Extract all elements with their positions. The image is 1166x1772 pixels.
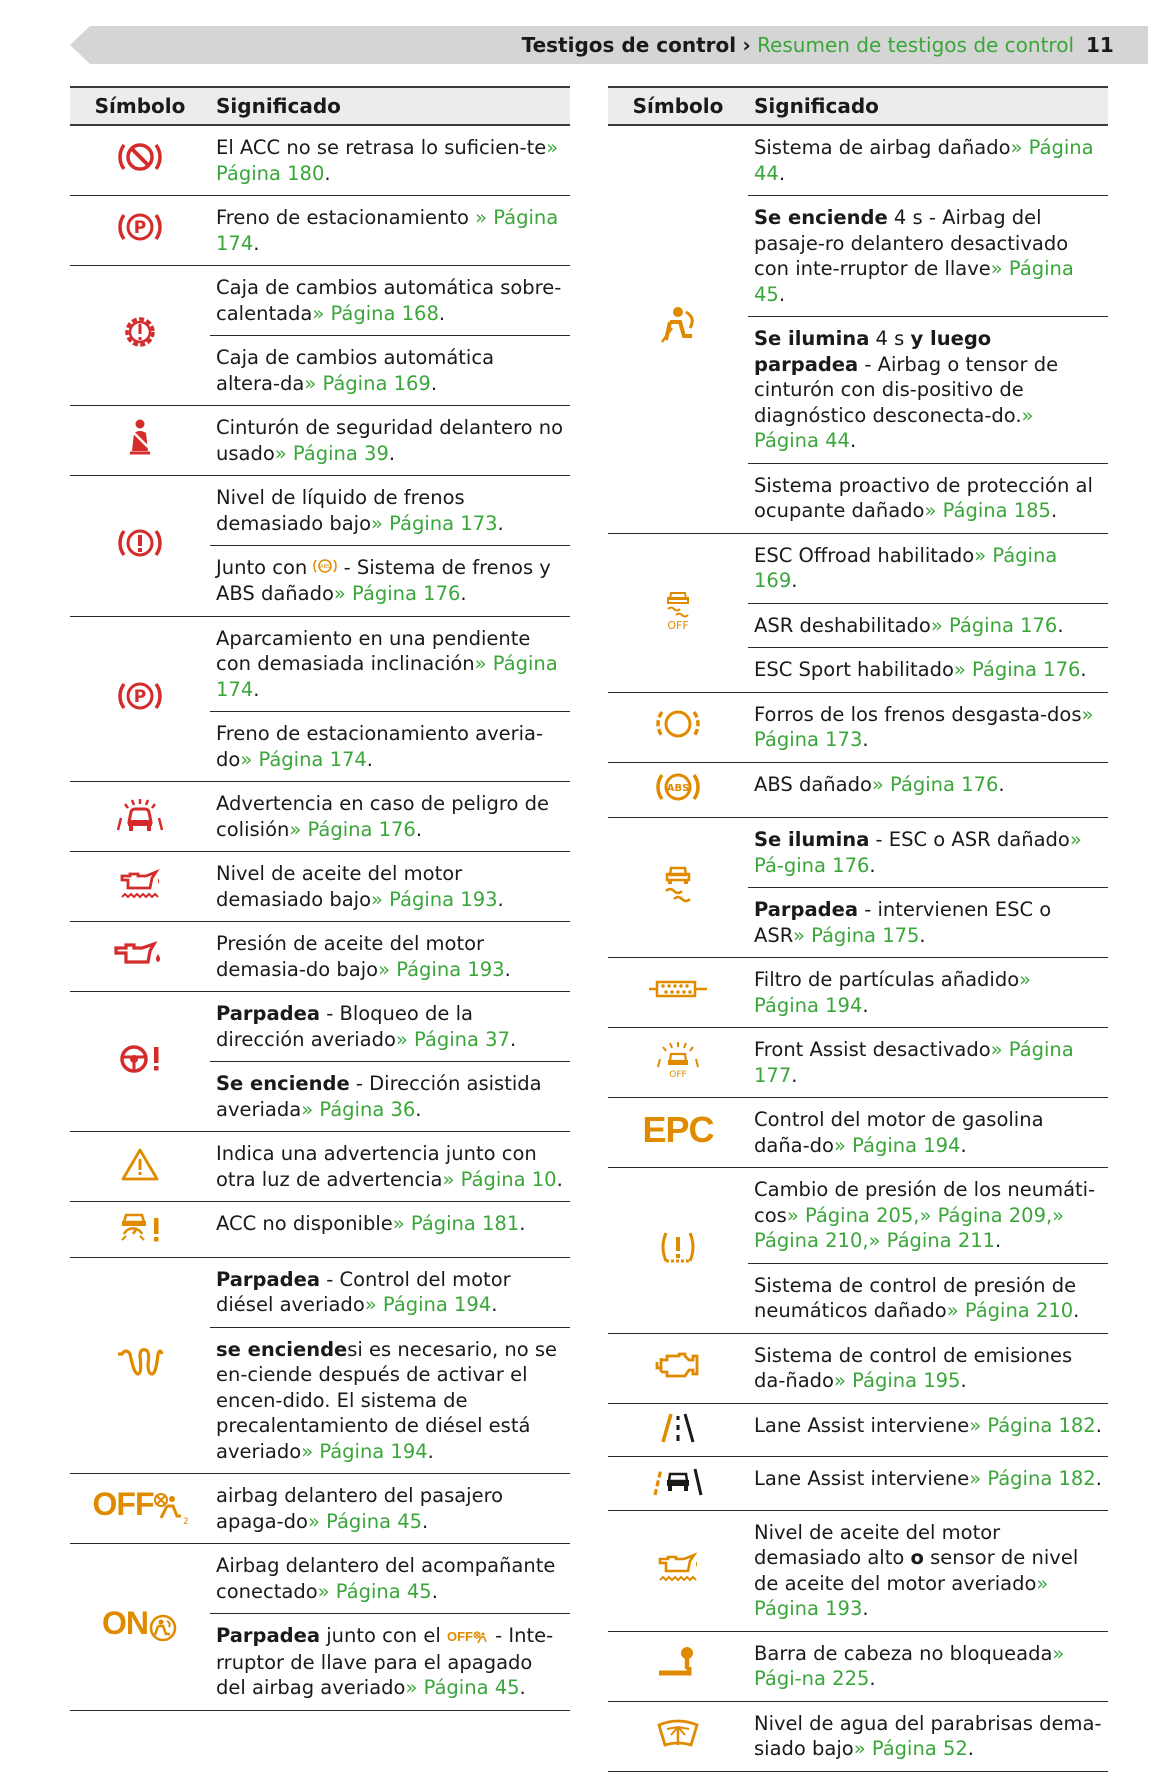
svg-text:2: 2 [183, 1517, 190, 1527]
table-row [608, 1098, 1108, 1168]
punctuation: . [791, 1063, 798, 1087]
table-row [70, 1544, 570, 1614]
row-text: ESC Sport habilitado [754, 658, 954, 681]
meaning-header: Significado [210, 87, 570, 125]
breadcrumb-separator: › [742, 33, 751, 57]
table-row [608, 1701, 1108, 1771]
row-text: Sistema proactivo de protección al ocupante dañado [754, 473, 1093, 522]
oil-level-icon [116, 864, 164, 904]
table-row [70, 406, 570, 476]
punctuation: . [998, 772, 1005, 796]
page-link[interactable]: » Página 173 [371, 511, 498, 535]
abs-inline-icon [313, 556, 337, 582]
punctuation: . [1050, 499, 1058, 522]
page-link[interactable]: » Página 182 [969, 1467, 1096, 1490]
page-link[interactable]: » Página 193 [754, 1571, 1049, 1620]
table-row [608, 1457, 1108, 1511]
punctuation: . [504, 957, 511, 981]
page-link[interactable]: » Pági-na 225 [754, 1641, 1065, 1690]
seatbelt-icon [122, 417, 158, 457]
table-row [608, 1168, 1108, 1264]
row-text: airbag delantero del pasajero apaga-do [216, 1484, 504, 1533]
airbag-off-inline-icon [447, 1624, 489, 1650]
punctuation: . [869, 853, 876, 877]
page-link[interactable]: » Página 176 [871, 772, 999, 796]
punctuation: . [497, 511, 504, 535]
punctuation: . [438, 301, 446, 325]
page-link[interactable]: » Página 173 [754, 702, 1094, 751]
row-bold: Se enciende [216, 1072, 350, 1096]
page-link[interactable]: » Página 44 [754, 136, 1094, 185]
punctuation: . [415, 1097, 422, 1121]
punctuation: . [253, 677, 260, 701]
page-link[interactable]: » Página 52 [853, 1737, 968, 1760]
page-link[interactable]: » Página 176 [930, 613, 1058, 637]
punctuation: . [556, 1167, 563, 1191]
table-row [608, 1403, 1108, 1457]
row-text: El ACC no se retrasa lo suficien-te [216, 136, 547, 159]
table-row [70, 922, 570, 992]
row-text: - Airbag o tensor de cinturón con dis-positivo de diagnóstico desconecta-do. [754, 352, 1059, 427]
warning-triangle-icon [120, 1146, 160, 1182]
page-link[interactable]: » Página 174 [216, 652, 558, 701]
symbol-header: Símbolo [70, 87, 210, 125]
punctuation: . [388, 441, 396, 465]
brake-pads-icon [655, 704, 701, 744]
row-text: Control del motor de gasolina daña-do [754, 1108, 1044, 1157]
table-row [608, 533, 1108, 603]
row-text: Sistema de control de emisiones da-ñado [754, 1343, 1073, 1392]
steering-warning-icon [114, 1039, 166, 1079]
page-link[interactable]: » Página 169 [754, 543, 1058, 592]
airbag-off-icon [92, 1485, 190, 1527]
row-text: Nivel de aceite del motor demasiado bajo [216, 862, 463, 911]
page-link[interactable]: » Página 36 [301, 1097, 416, 1121]
abs-label: ABS [666, 782, 690, 794]
particle-filter-icon [647, 972, 709, 1006]
row-bold: o [910, 1546, 924, 1569]
table-row [608, 762, 1108, 818]
row-text: Nivel de líquido de frenos demasiado bajo [216, 486, 465, 535]
punctuation: . [427, 1439, 434, 1463]
page-link[interactable]: » Página 44 [754, 403, 1034, 452]
acc-brake-icon [117, 137, 163, 177]
row-text: - Sistema de frenos y ABS dañado [216, 556, 551, 606]
row-text: Presión de aceite del motor demasia-do bajo [216, 932, 485, 981]
headrest-icon [653, 1643, 703, 1683]
lane-assist-car-icon [649, 1461, 707, 1499]
page-link[interactable]: » Página 193 [378, 957, 505, 981]
page-link[interactable]: » Página 194 [754, 968, 1032, 1017]
punctuation: . [862, 728, 869, 751]
left-table [70, 86, 570, 1711]
row-text: Nivel de aceite del motor demasiado alto [754, 1520, 1001, 1569]
page-link[interactable]: » Página 45 [307, 1509, 423, 1533]
row-bold: Parpadea [216, 1002, 321, 1026]
page-link[interactable]: » Página 45 [405, 1676, 520, 1699]
row-text: - ESC o ASR dañado [869, 828, 1070, 851]
punctuation: . [519, 1676, 526, 1699]
esc-off-icon [658, 587, 698, 631]
row-text: 4 s - Airbag del pasaje-ro delantero desactivado con inte-rruptor de llave [754, 206, 1069, 280]
punctuation: . [869, 1667, 876, 1690]
row-text: Indica una advertencia junto con otra luz de advertencia [216, 1142, 537, 1191]
row-text: ASR deshabilitado [754, 613, 931, 637]
row-text: Filtro de partículas añadido [754, 968, 1020, 991]
page-link[interactable]: » Página 185 [924, 499, 1051, 522]
punctuation: . [415, 817, 423, 841]
engine-emissions-icon [653, 1346, 703, 1384]
row-text: Aparcamiento en una pendiente con demasiada inclinación [216, 626, 531, 676]
row-bold: Se ilumina [754, 828, 870, 851]
punctuation: . [919, 923, 926, 947]
oil-sensor-icon [654, 1547, 702, 1587]
row-bold: Parpadea [216, 1267, 321, 1291]
table-row [70, 266, 570, 336]
page-link[interactable]: » Página 45 [317, 1579, 432, 1603]
table-row [608, 1028, 1108, 1098]
punctuation: . [497, 887, 504, 911]
section-title: Testigos de control [521, 33, 737, 57]
punctuation: . [324, 161, 331, 185]
front-assist-off-label: OFF [669, 1070, 687, 1081]
gearbox-overheat-icon [120, 312, 160, 352]
page-link[interactable]: » Página 205,» Página 209,» Página 210,» Página 211 [754, 1203, 1065, 1252]
punctuation: . [862, 993, 869, 1017]
table-row [70, 125, 570, 196]
row-text: Airbag delantero del acompañante conectado [216, 1554, 556, 1603]
airbag-icon [656, 304, 700, 348]
punctuation: . [778, 282, 786, 306]
page-link[interactable]: » Página 193 [371, 887, 498, 911]
page-link[interactable]: » Página 45 [754, 257, 1074, 306]
punctuation: . [862, 1597, 869, 1620]
punctuation: . [431, 1579, 438, 1603]
washer-fluid-icon [655, 1713, 701, 1753]
page-link[interactable]: » Página 194 [833, 1133, 961, 1157]
table-row [608, 692, 1108, 762]
epc-icon [642, 1108, 714, 1150]
page-link[interactable]: » Página 39 [274, 441, 389, 465]
punctuation: . [1095, 1467, 1102, 1490]
page-link[interactable]: » Página 175 [792, 923, 920, 947]
page-link[interactable]: » Página 195 [833, 1369, 961, 1392]
row-text: - intervienen ESC o ASR [754, 898, 1052, 947]
parking-brake-icon [117, 676, 163, 716]
page-link[interactable]: » Página 10 [442, 1167, 557, 1191]
table-row [70, 1474, 570, 1544]
table-row [70, 196, 570, 266]
punctuation: . [967, 1737, 974, 1760]
row-text: Freno de estacionamiento [216, 206, 476, 229]
row-text: Cinturón de seguridad delantero no usado [216, 416, 564, 465]
row-text: Front Assist desactivado [754, 1038, 991, 1061]
table-row [608, 818, 1108, 888]
table-row [70, 1202, 570, 1258]
page-link[interactable]: » Página 176 [289, 817, 416, 841]
punctuation: . [253, 231, 260, 255]
esc-icon [658, 863, 698, 905]
punctuation: . [778, 161, 786, 185]
page-link[interactable]: » Página 181 [392, 1212, 520, 1236]
svg-text:P: P [133, 686, 147, 707]
row-text: si es necesario, no se en-ciende después de activar el encen-dido. El sistema de precalentamiento de diésel está averiado [216, 1337, 557, 1463]
punctuation: . [1095, 1413, 1102, 1437]
page-link[interactable]: » Página 182 [969, 1413, 1096, 1437]
punctuation: . [1057, 613, 1064, 637]
row-text: Barra de cabeza no bloqueada [754, 1641, 1053, 1665]
page-link[interactable]: » Página 176 [953, 658, 1081, 681]
right-table [608, 86, 1108, 1772]
row-bold: Parpadea [754, 898, 859, 921]
lane-assist-icon [651, 1408, 705, 1446]
page-link[interactable]: » Página 177 [754, 1038, 1074, 1087]
row-text: sensor de nivel de aceite del motor averiado [754, 1546, 1079, 1595]
airbag-on-icon [102, 1604, 178, 1644]
symbol-header: Símbolo [608, 87, 748, 125]
table-row [608, 1333, 1108, 1403]
row-text: Lane Assist interviene [754, 1413, 970, 1437]
table-row [608, 958, 1108, 1028]
page-link[interactable]: » Pá-gina 176 [754, 828, 1082, 877]
punctuation: . [366, 747, 373, 771]
row-text: 4 s [869, 327, 911, 350]
row-text: Freno de estacionamiento averia-do [216, 722, 544, 771]
punctuation: . [491, 1293, 498, 1317]
page-link[interactable]: » Página 168 [312, 301, 439, 325]
punctuation: . [791, 569, 798, 592]
page-link[interactable]: » Página 169 [304, 371, 431, 395]
row-text: - Bloqueo de la dirección averiado [216, 1002, 473, 1051]
esc-off-label: OFF [667, 619, 689, 633]
punctuation: . [460, 582, 467, 606]
table-row [70, 992, 570, 1062]
brake-warning-icon [117, 523, 163, 563]
row-bold: y luego parpadea [754, 327, 992, 376]
table-row [70, 1132, 570, 1202]
punctuation: . [960, 1133, 967, 1157]
epc-label: EPC [642, 1108, 714, 1150]
tire-pressure-icon [656, 1227, 700, 1267]
collision-warning-icon [115, 794, 165, 834]
meaning-header: Significado [748, 87, 1108, 125]
page-link[interactable]: » Página 180 [216, 136, 559, 185]
page-link[interactable]: » Página 37 [395, 1027, 510, 1051]
table-row [70, 852, 570, 922]
punctuation: . [995, 1229, 1002, 1252]
row-text: - Inte-rruptor de llave para el apagado del airbag averiado [216, 1624, 554, 1699]
airbag-off-inline-label: OFF [446, 1629, 473, 1644]
row-text: junto con el [320, 1624, 447, 1648]
punctuation: . [849, 429, 857, 452]
row-text: Junto con [216, 556, 314, 579]
row-text: Lane Assist interviene [754, 1467, 970, 1490]
row-bold: Parpadea [216, 1624, 321, 1648]
running-header [522, 32, 1074, 58]
page-number: 11 [1086, 33, 1114, 57]
abs-icon [655, 767, 701, 807]
front-assist-off-icon [655, 1039, 701, 1079]
subsection-title: Resumen de testigos de control [757, 33, 1074, 57]
page-link[interactable]: » Página 194 [301, 1439, 428, 1463]
row-text: Forros de los frenos desgasta-dos [754, 702, 1082, 726]
punctuation: . [430, 371, 438, 395]
table-row [608, 1631, 1108, 1701]
svg-text:P: P [133, 218, 147, 239]
airbag-off-label: OFF [92, 1485, 154, 1522]
row-text: ESC Offroad habilitado [754, 543, 975, 567]
punctuation: . [519, 1212, 526, 1236]
punctuation: . [1080, 658, 1087, 681]
page-link[interactable]: » Página 174 [216, 206, 559, 255]
table-row [70, 476, 570, 546]
row-text: ACC no disponible [216, 1212, 393, 1236]
page-link[interactable]: » Página 174 [240, 747, 367, 771]
row-text: - Control del motor diésel averiado [216, 1267, 511, 1317]
punctuation: . [510, 1027, 517, 1051]
acc-unavailable-icon [116, 1206, 164, 1246]
row-text: Sistema de airbag dañado [754, 136, 1011, 159]
row-text: Advertencia en caso de peligro de colisión [216, 792, 549, 841]
page-link[interactable]: » Página 176 [333, 582, 461, 606]
table-row [70, 782, 570, 852]
row-bold: Se ilumina [754, 327, 870, 350]
punctuation: . [960, 1369, 967, 1392]
airbag-on-label: ON [102, 1604, 148, 1641]
punctuation: . [422, 1509, 429, 1533]
row-bold: se enciende [216, 1337, 348, 1361]
page-link[interactable]: » Página 194 [364, 1293, 492, 1317]
row-text: - Dirección asistida averiada [216, 1072, 542, 1121]
row-text: Nivel de agua del parabrisas dema-siado bajo [754, 1711, 1102, 1760]
oil-pressure-icon [112, 936, 168, 972]
glow-plug-icon [114, 1344, 166, 1380]
table-row [608, 125, 1108, 196]
table-row [70, 1257, 570, 1327]
row-text: Caja de cambios automática sobre-calentada [216, 276, 562, 325]
row-text: Sistema de control de presión de neumáticos dañado [754, 1273, 1077, 1322]
table-row [608, 1510, 1108, 1631]
row-text: ABS dañado [754, 772, 872, 796]
row-text: Cambio de presión de los neumáti-cos [754, 1178, 1096, 1227]
punctuation: . [1073, 1299, 1080, 1322]
page-link[interactable]: » Página 210 [946, 1299, 1074, 1322]
svg-text:ABS: ABS [320, 563, 331, 570]
parking-brake-icon [117, 207, 163, 247]
row-text: Caja de cambios automática altera-da [216, 346, 495, 395]
table-row [70, 616, 570, 712]
row-bold: Se enciende [754, 206, 888, 229]
